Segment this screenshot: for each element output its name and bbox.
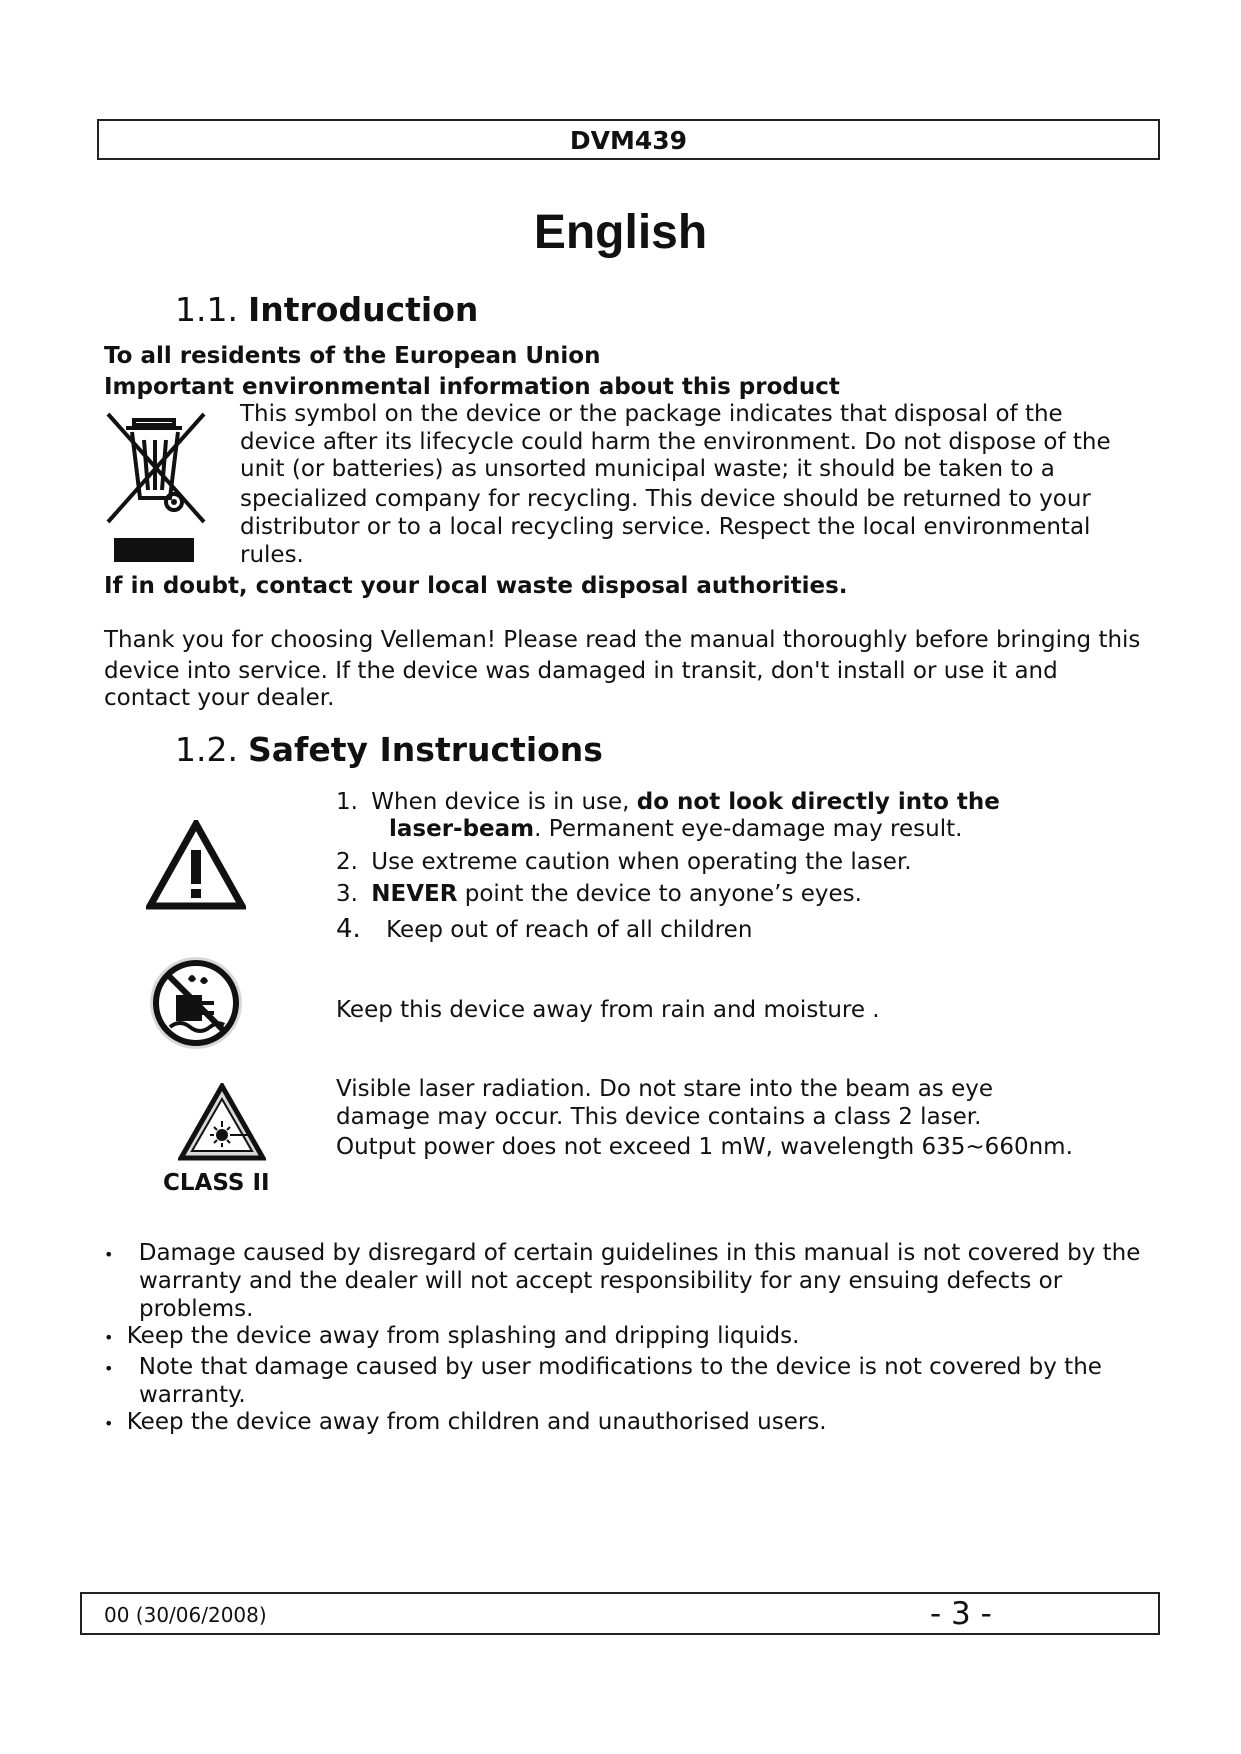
bullet-marker: •: [104, 1414, 114, 1433]
bullet-2: [104, 1322, 799, 1352]
bullet-1-line-3: problems.: [139, 1296, 254, 1322]
safety-item-2: [336, 848, 912, 876]
no-moisture-icon: [148, 955, 244, 1051]
safety-item-1-post: . Permanent eye-damage may result.: [534, 816, 963, 842]
bullet-3-line-1: Note that damage caused by user modifications to the device is not covered by the: [138, 1354, 1102, 1380]
doubt-note: If in doubt, contact your local waste disposal authorities.: [104, 573, 848, 599]
page-number: - 3 -: [930, 1596, 992, 1632]
bullet-2-text: Keep the device away from splashing and dripping liquids.: [126, 1323, 800, 1349]
thanks-line-1: Thank you for choosing Velleman! Please read the manual thoroughly before bringing this: [104, 627, 1141, 653]
safety-item-1-number: 1.: [336, 789, 358, 815]
safety-item-1: [336, 788, 1000, 816]
weee-line-1: This symbol on the device or the package indicates that disposal of the: [240, 401, 1063, 427]
warning-triangle-icon: [146, 820, 246, 910]
weee-line-6: rules.: [240, 542, 304, 568]
bullet-4: [104, 1408, 827, 1438]
safety-item-1-bold: do not look directly into the: [636, 789, 1000, 815]
weee-line-4: specialized company for recycling. This device should be returned to your: [240, 486, 1091, 512]
safety-item-1-cont: [389, 815, 962, 843]
bullet-3: [104, 1353, 1102, 1383]
safety-item-4-number: 4.: [336, 914, 361, 944]
weee-line-5: distributor or to a local recycling service. Respect the local environmental: [240, 514, 1091, 540]
safety-title: Safety Instructions: [247, 730, 603, 769]
laser-warning-icon: [178, 1083, 266, 1161]
safety-item-1-bold-2: laser-beam: [389, 816, 535, 842]
safety-item-2-number: 2.: [336, 849, 358, 875]
bullet-marker: •: [104, 1328, 114, 1347]
safety-item-4: [336, 915, 752, 944]
footer-revision-date: 00 (30/06/2008): [104, 1603, 267, 1627]
weee-bin-icon: [104, 410, 210, 565]
intro-title: Introduction: [247, 290, 479, 329]
bullet-marker: •: [104, 1359, 114, 1378]
document-model-title: DVM439: [569, 126, 688, 155]
safety-item-3-number: 3.: [336, 881, 358, 907]
safety-number: 1.2.: [175, 730, 238, 769]
safety-item-2-text: Use extreme caution when operating the laser.: [371, 849, 912, 875]
safety-heading: [175, 730, 603, 769]
eu-heading: To all residents of the European Union: [104, 343, 601, 369]
bullet-1-line-2: warranty and the dealer will not accept responsibility for any ensuing defects or: [139, 1268, 1063, 1294]
bullet-3-line-2: warranty.: [139, 1382, 246, 1408]
moisture-warning: Keep this device away from rain and moisture .: [336, 997, 880, 1023]
laser-line-3: Output power does not exceed 1 mW, wavelength 635~660nm.: [336, 1134, 1073, 1160]
laser-line-2: damage may occur. This device contains a class 2 laser.: [336, 1104, 982, 1130]
safety-item-4-text: Keep out of reach of all children: [386, 917, 753, 943]
thanks-line-2: device into service. If the device was damaged in transit, don't install or use it and: [104, 658, 1058, 684]
env-heading: Important environmental information about this product: [104, 374, 840, 400]
intro-heading: [175, 290, 478, 329]
bullet-4-text: Keep the device away from children and unauthorised users.: [126, 1409, 827, 1435]
weee-line-3: unit (or batteries) as unsorted municipal waste; it should be taken to a: [240, 456, 1055, 482]
bullet-marker: •: [104, 1245, 114, 1264]
safety-item-3-text: point the device to anyone’s eyes.: [457, 881, 862, 907]
intro-number: 1.1.: [175, 290, 238, 329]
safety-item-3-bold: NEVER: [371, 881, 458, 907]
safety-item-1-pre: When device is in use,: [371, 789, 637, 815]
language-title: English: [533, 206, 708, 259]
bullet-1-line-1: Damage caused by disregard of certain guidelines in this manual is not covered by the: [138, 1240, 1141, 1266]
weee-line-2: device after its lifecycle could harm the environment. Do not dispose of the: [240, 429, 1111, 455]
bullet-1: [104, 1239, 1140, 1269]
laser-line-1: Visible laser radiation. Do not stare into the beam as eye: [336, 1076, 994, 1102]
laser-class-label: CLASS II: [163, 1170, 270, 1196]
thanks-line-3: contact your dealer.: [104, 685, 335, 711]
safety-item-3: [336, 880, 862, 908]
